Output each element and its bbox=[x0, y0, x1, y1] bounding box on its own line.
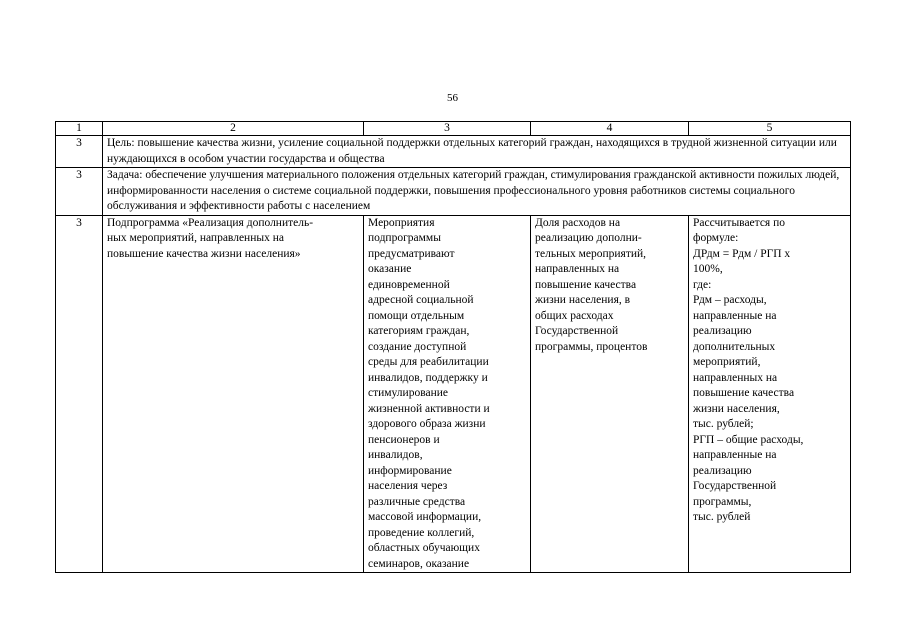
cell-line: направленные на bbox=[693, 449, 777, 461]
cell-line: общих расходах bbox=[535, 309, 614, 322]
program-row bbox=[56, 215, 851, 573]
header-cell: 4 bbox=[531, 122, 689, 136]
cell-line: среды для реабилитации bbox=[368, 356, 489, 368]
cell-line: массовой информации, bbox=[368, 511, 482, 523]
cell-line: РГП – общие расходы, bbox=[693, 433, 804, 446]
cell-line: Государственной bbox=[693, 480, 777, 492]
cell-line: жизни населения, в bbox=[535, 294, 631, 306]
header-cell: 3 bbox=[364, 122, 531, 136]
cell-line: адресной социальной bbox=[368, 294, 474, 306]
subprogram-name-cell bbox=[103, 215, 364, 573]
cell-line: пенсионеров и bbox=[368, 433, 440, 446]
cell-line: жизненной активности и bbox=[368, 402, 490, 415]
page-number: 56 bbox=[447, 92, 458, 104]
cell-line: Государственной bbox=[535, 325, 619, 337]
task-text: Задача: обеспечение улучшения материального положения отдельных категорий граждан, стимулирования гражданской активности пожилых людей, информированности населения о системе социальной поддержки, повышения профессионального уровня работников системы социального обслуживания и эффективности работы с населением bbox=[103, 168, 851, 216]
cell-line: Подпрограмма «Реализация дополнитель- bbox=[107, 216, 314, 229]
cell-line: инвалидов, поддержку и bbox=[368, 371, 488, 384]
cell-line: оказание bbox=[368, 263, 412, 275]
header-cell: 2 bbox=[103, 122, 364, 136]
cell-line: реализацию bbox=[693, 464, 752, 477]
measures-description-cell bbox=[364, 215, 531, 573]
row-number: 3 bbox=[56, 168, 103, 216]
cell-line: повышение качества bbox=[693, 387, 795, 399]
cell-line: ных мероприятий, направленных на bbox=[107, 232, 284, 244]
cell-line: семинаров, оказание bbox=[368, 557, 470, 570]
cell-line: 100%, bbox=[693, 263, 723, 275]
indicator-name-cell bbox=[531, 215, 689, 573]
cell-line: категориям граждан, bbox=[368, 325, 470, 337]
cell-line: программы, процентов bbox=[535, 340, 648, 353]
header-cell: 1 bbox=[56, 122, 103, 136]
cell-line: Мероприятия bbox=[368, 216, 435, 229]
cell-line: здорового образа жизни bbox=[368, 418, 486, 430]
row-number: 3 bbox=[56, 136, 103, 168]
cell-line: предусматривают bbox=[368, 247, 455, 260]
cell-line: областных обучающих bbox=[368, 542, 480, 554]
cell-line: реализацию bbox=[693, 325, 752, 337]
cell-line: направленных на bbox=[693, 371, 778, 384]
cell-line: подпрограммы bbox=[368, 232, 441, 244]
cell-line: единовременной bbox=[368, 278, 450, 291]
cell-line: стимулирование bbox=[368, 387, 448, 399]
cell-line: дополнительных bbox=[693, 340, 776, 353]
cell-line: жизни населения, bbox=[693, 402, 780, 415]
goal-row bbox=[56, 136, 851, 168]
cell-line: населения через bbox=[368, 480, 448, 492]
cell-line: формуле: bbox=[693, 232, 739, 244]
cell-line: тыс. рублей bbox=[693, 511, 751, 523]
row-number: 3 bbox=[56, 215, 103, 573]
cell-line: тыс. рублей; bbox=[693, 418, 754, 430]
cell-line: направленных на bbox=[535, 263, 620, 275]
cell-line: где: bbox=[693, 278, 712, 291]
cell-line: информирование bbox=[368, 464, 452, 477]
header-cell: 5 bbox=[689, 122, 851, 136]
table-header-row bbox=[56, 122, 851, 136]
cell-line: тельных мероприятий, bbox=[535, 247, 647, 260]
cell-line: различные средства bbox=[368, 495, 466, 508]
cell-line: направленные на bbox=[693, 309, 777, 322]
cell-line: повышение качества жизни населения» bbox=[107, 247, 301, 260]
cell-line: программы, bbox=[693, 495, 752, 508]
cell-line: мероприятий, bbox=[693, 356, 761, 368]
goal-text: Цель: повышение качества жизни, усиление социальной поддержки отдельных категорий граждан, находящихся в трудной жизненной ситуации или нуждающихся в особом участии государства и общества bbox=[103, 136, 851, 168]
cell-line: проведение коллегий, bbox=[368, 526, 475, 539]
program-table bbox=[55, 121, 851, 573]
cell-line: Рдм – расходы, bbox=[693, 294, 767, 306]
cell-line: ДРдм = Рдм / РГП х bbox=[693, 247, 791, 260]
cell-line: инвалидов, bbox=[368, 449, 423, 461]
cell-line: реализацию дополни- bbox=[535, 232, 642, 244]
calculation-method-cell bbox=[689, 215, 851, 573]
cell-line: помощи отдельным bbox=[368, 309, 465, 322]
cell-line: создание доступной bbox=[368, 340, 467, 353]
cell-line: Рассчитывается по bbox=[693, 216, 785, 229]
task-row bbox=[56, 168, 851, 216]
cell-line: повышение качества bbox=[535, 278, 637, 291]
cell-line: Доля расходов на bbox=[535, 216, 621, 229]
